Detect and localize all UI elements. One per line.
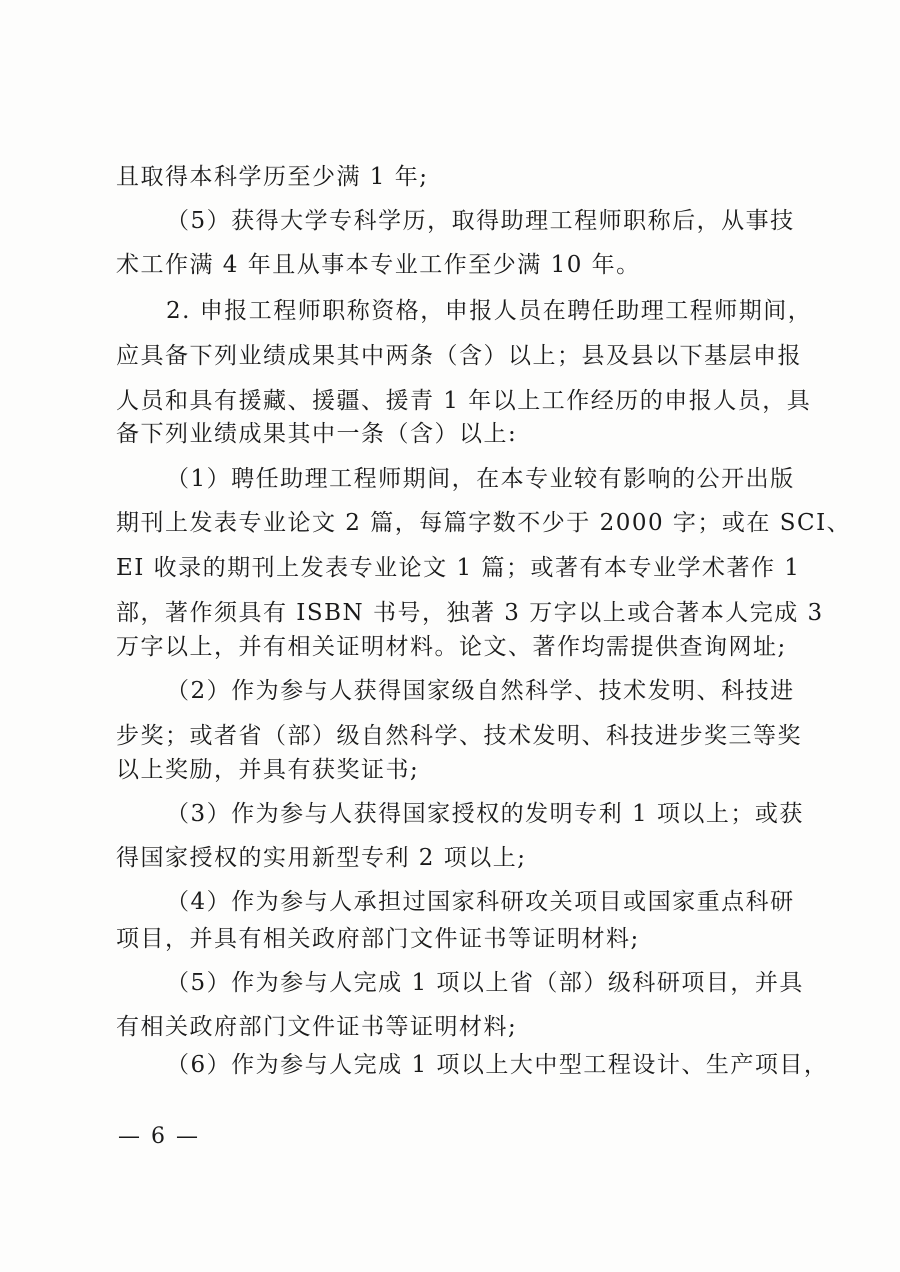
text-line: 应具备下列业绩成果其中两条（含）以上；县及县以下基层申报 [116,343,802,369]
text-line: 人员和具有援藏、援疆、援青 1 年以上工作经历的申报人员，具 [116,388,812,414]
text-line: 有相关政府部门文件证书等证明材料; [116,1014,518,1040]
text-line: （1）聘任助理工程师期间，在本专业较有影响的公开出版 [166,466,795,492]
text-line: 2. 申报工程师职称资格，申报人员在聘任助理工程师期间， [166,298,813,324]
text-line: 备下列业绩成果其中一条（含）以上: [116,421,518,447]
text-line: 得国家授权的实用新型专利 2 项以上; [116,845,527,871]
text-line: （2）作为参与人获得国家级自然科学、技术发明、科技进 [166,678,795,704]
text-line: （4）作为参与人承担过国家科研攻关项目或国家重点科研 [166,889,795,915]
text-line: （5）获得大学专科学历，取得助理工程师职称后，从事技 [166,208,795,234]
text-line: 步奖；或者省（部）级自然科学、技术发明、科技进步奖三等奖 [116,723,802,749]
text-line: 部，著作须具有 ISBN 书号，独著 3 万字以上或合著本人完成 3 [116,600,824,626]
text-line: 万字以上，并有相关证明材料。论文、著作均需提供查询网址; [116,634,787,660]
text-line: 项目，并具有相关政府部门文件证书等证明材料; [116,926,640,952]
text-line: 以上奖励，并具有获奖证书; [116,757,420,783]
page-number: — 6 — [118,1124,200,1149]
text-line: 术工作满 4 年且从事本专业工作至少满 10 年。 [116,252,641,278]
text-line: 期刊上发表专业论文 2 篇，每篇字数不少于 2000 字；或在 SCI、 [116,510,852,536]
text-line: EI 收录的期刊上发表专业论文 1 篇；或著有本专业学术著作 1 [116,555,801,581]
text-line: 且取得本科学历至少满 1 年; [116,164,429,190]
text-line: （3）作为参与人获得国家授权的发明专利 1 项以上；或获 [166,801,804,827]
text-line: （6）作为参与人完成 1 项以上大中型工程设计、生产项目， [166,1052,829,1078]
text-line: （5）作为参与人完成 1 项以上省（部）级科研项目，并具 [166,970,804,996]
